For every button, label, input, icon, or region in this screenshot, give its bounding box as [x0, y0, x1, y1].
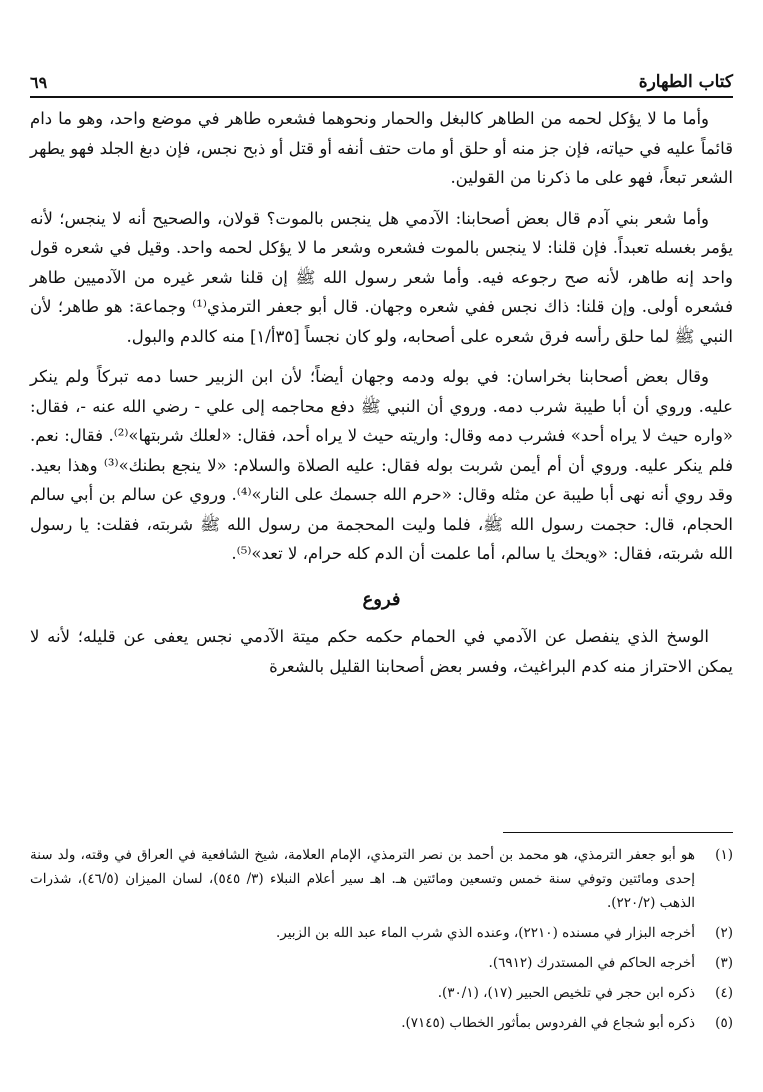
footnote-text: أخرجه البزار في مسنده (٢٢١٠)، وعنده الذي شرب الماء عبد الله بن الزبير.	[275, 925, 695, 941]
footnote-number: (٥)	[715, 1015, 733, 1031]
footnote-1	[30, 843, 733, 915]
footnotes	[30, 843, 733, 1041]
footnote-3	[30, 951, 733, 975]
footnote-number: (١)	[715, 847, 733, 863]
paragraph-3: وقال بعض أصحابنا بخراسان: في بوله ودمه وجهان أيضاً؛ لأن ابن الزبير حسا دمه تبركاً ولم ينكر عليه. وروي أن أبا طيبة شرب دمه. وروي أن النبي ﷺ دفع محاجمه إلى علي - رضي الله عنه -، فقال: «واره حيث لا يراه أحد» فشرب دمه وقال: واريته حيث لا يراه أحد، فقال: «لعلك شربتها»⁽²⁾. فقال: نعم. فلم ينكر عليه. وروي أن أم أيمن شربت بوله فقال: عليه الصلاة والسلام: «لا ينجع بطنك»⁽³⁾ وهذا بعيد. وقد روي أنه نهى أبا طيبة عن مثله وقال: «حرم الله جسمك على النار»⁽⁴⁾. وروي عن سالم بن أبي سالم الحجام، قال: حجمت رسول الله ﷺ، فلما وليت المحجمة من رسول الله ﷺ شربته، فقلت: يا رسول الله شربته، فقال: «ويحك يا سالم، أما علمت أن الدم كله حرام، لا تعد»⁽⁵⁾.	[30, 367, 734, 563]
footnote-5	[30, 1011, 733, 1035]
page-header	[30, 58, 733, 92]
footnote-divider	[503, 832, 733, 833]
footnote-2	[30, 921, 733, 945]
footnote-text: أخرجه الحاكم في المستدرك (٦٩١٢).	[488, 955, 695, 971]
main-text	[30, 104, 733, 692]
footnote-number: (٤)	[715, 985, 733, 1001]
page-number: ٦٩	[30, 73, 48, 92]
book-title: كتاب الطهارة	[638, 72, 733, 92]
footnote-number: (٢)	[715, 925, 733, 941]
footnote-text: ذكره ابن حجر في تلخيص الحبير (١٧)، (٣٠/١).	[437, 985, 695, 1001]
footnote-text: هو أبو جعفر الترمذي، هو محمد بن أحمد بن نصر الترمذي، الإمام العلامة، شيخ الشافعية في العراق في وقته، ولد سنة إحدى ومائتين وتوفي سنة خمس وتسعين ومائتين هـ. اهـ سير أعلام النبلاء (٣/ ٥٤٥)، لسان الميزان (٤٦/٥)، شذرات الذهب (٢٢٠/٢).	[30, 847, 695, 911]
footnote-4	[30, 981, 733, 1005]
footnote-number: (٣)	[715, 955, 733, 971]
header-divider	[30, 96, 733, 98]
section-heading: فروع	[362, 588, 401, 610]
paragraph-1: وأما ما لا يؤكل لحمه من الطاهر كالبغل والحمار ونحوهما فشعره طاهر في موضع واحد، وهو ما دام قائماً عليه في حياته، فإن جز منه أو حلق أو مات حتف أنفه أو قتل أو ذبح نجس، فإن دبغ الجلد فهو يطهر الشعر تبعاً، فهو على ما ذكرنا من القولين.	[30, 109, 733, 187]
footnote-text: ذكره أبو شجاع في الفردوس بمأثور الخطاب (٧١٤٥).	[401, 1015, 695, 1031]
paragraph-2: وأما شعر بني آدم قال بعض أصحابنا: الآدمي هل ينجس بالموت؟ قولان، والصحيح أنه لا ينجس؛ لأنه يؤمر بغسله تعبداً. فإن قلنا: لا ينجس بالموت فشعره وشعر ما لا يؤكل لحمه واحد. وقيل في شعره قول واحد إنه طاهر، لأنه صح رجوعه فيه. وأما شعر رسول الله ﷺ إن قلنا شعر غيره من الآدميين طاهر فشعره أولى. وإن قلنا: ذاك نجس ففي شعره وجهان. قال أبو جعفر الترمذي⁽¹⁾ وجماعة: هو طاهر؛ لأن النبي ﷺ لما حلق رأسه فرق شعره على أصحابه، ولو كان نجساً [٣٥أ/١] منه كالدم والبول.	[30, 208, 733, 346]
section-paragraph: الوسخ الذي ينفصل عن الآدمي في الحمام حكمه حكم ميتة الآدمي نجس يعفى عن قليله؛ لأنه لا يمكن الاحتراز منه كدم البراغيث، وفسر بعض أصحابنا القليل بالشعرة	[30, 627, 733, 676]
